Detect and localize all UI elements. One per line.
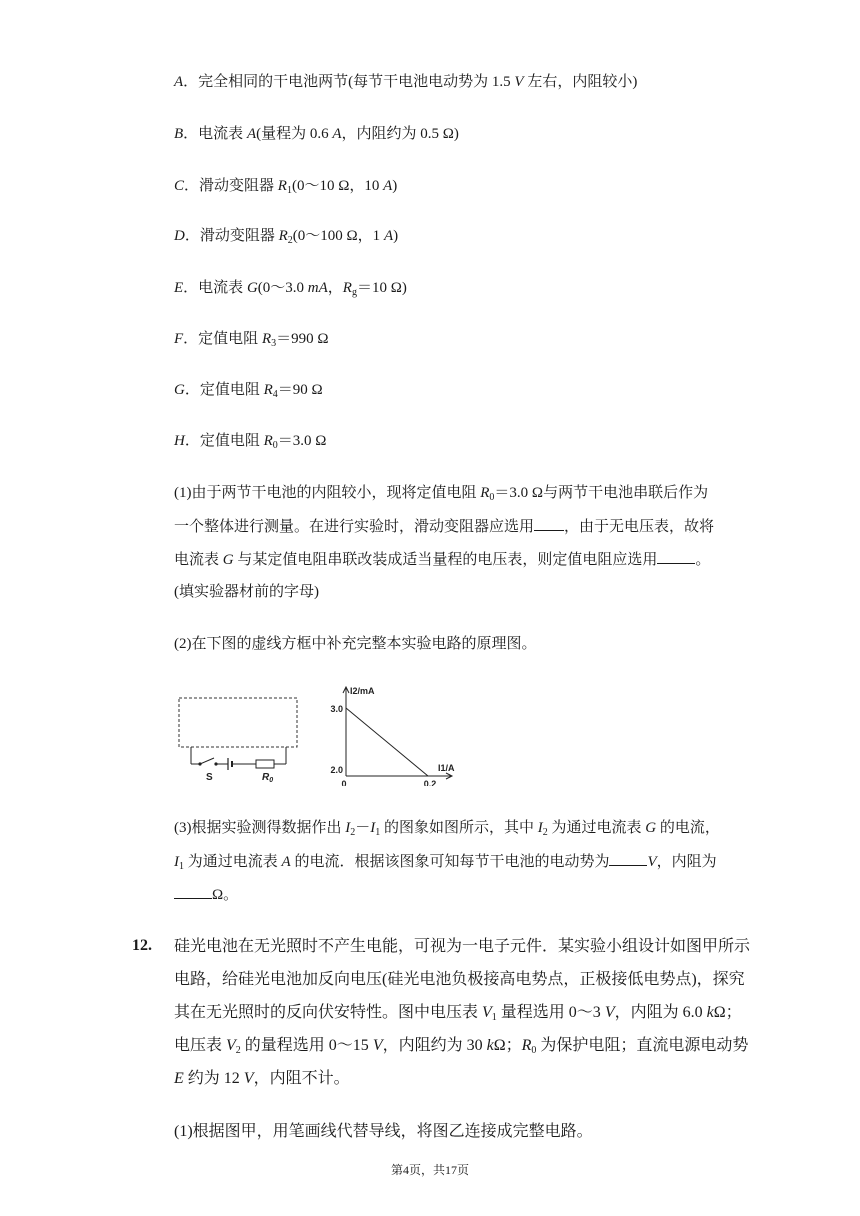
q11-part1-line1: (1)由于两节干电池的内阻较小，现将定值电阻 $R_0=3.0$ Ω与两节干电池串联后作为 — [174, 485, 709, 503]
option-f: F．定值电阻 $R_3=990$ Ω — [174, 331, 329, 349]
x-tick-label: 0 — [341, 779, 347, 786]
dashed-box — [179, 698, 297, 747]
data-line — [346, 708, 428, 776]
resistor-label: $R_0$ — [262, 772, 274, 784]
q11-part3-line2: $I_1$ 为通过电流表 A 的电流．根据该图象可知每节干电池的电动势为 V，内阻为 — [174, 851, 717, 872]
q12-number: 12. — [132, 937, 152, 954]
q12-part1: (1)根据图甲，用笔画线代替导线，将图乙连接成完整电路。 — [174, 1123, 593, 1140]
y-tick-label: 3.0 — [330, 704, 343, 714]
q11-part3-line1: (3)根据实验测得数据作出 $I_2-I_1$ 的图象如图所示，其中 $I_2$ 为通过电流表 G 的电流， — [174, 820, 720, 838]
y-axis-label: I2/mA — [350, 686, 375, 696]
option-a: A．完全相同的干电池两节(每节干电池电动势为 1.5 V 左右，内阻较小) — [174, 74, 638, 90]
q11-part1-line2: 一个整体进行测量。在进行实验时，滑动变阻器应选用 ，由于无电压表，故将 — [174, 516, 714, 537]
option-c: C．滑动变阻器 $R_1(0\sim 10$ Ω，10 A) — [174, 178, 398, 196]
q12-line3: 其在无光照时的反向伏安特性。图中电压表 $V_1$ 量程选用 0～3 V，内阻为 6.0 kΩ； — [174, 1004, 742, 1023]
resistor-icon — [256, 760, 274, 768]
option-b: B．电流表 A(量程为 0.6 A，内阻约为 0.5 Ω) — [174, 126, 459, 142]
q12-line5: E 约为 12 V，内阻不计。 — [174, 1070, 350, 1087]
page-footer: 第4页，共17页 — [390, 1163, 469, 1177]
option-d: D．滑动变阻器 $R_2(0\sim 100$ Ω，1 A) — [174, 228, 399, 246]
switch-label: S — [206, 772, 213, 783]
circuit-diagram — [176, 692, 300, 786]
x-axis-label: I1/A — [438, 763, 455, 773]
option-e: E．电流表 G(0～3.0 mA，$R_g=10$ Ω) — [174, 280, 407, 298]
option-g: G．定值电阻 $R_4=90$ Ω — [174, 382, 323, 400]
q12-line4: 电压表 $V_2$ 的量程选用 0～15 V，内阻约为 30 kΩ；$R_0$ 为保护电阻；直流电源电动势 — [174, 1037, 749, 1056]
option-h: H．定值电阻 $R_0=3.0$ Ω — [174, 433, 327, 451]
q11-part1-line4: (填实验器材前的字母) — [174, 584, 319, 600]
q12-line2: 电路，给硅光电池加反向电压(硅光电池负极接高电势点，正极接低电势点)，探究 — [174, 971, 745, 988]
q11-part2: (2)在下图的虚线方框中补充完整本实验电路的原理图。 — [174, 636, 537, 652]
i2-i1-graph — [322, 682, 472, 786]
q11-part3-line3: Ω。 — [174, 884, 238, 905]
q12-line1: 硅光电池在无光照时不产生电能，可视为一电子元件．某实验小组设计如图甲所示 — [174, 938, 751, 955]
y-tick-label: 2.0 — [330, 765, 343, 775]
q11-part1-line3: 电流表 G 与某定值电阻串联改装成适当量程的电压表，则定值电阻应选用 。 — [174, 549, 710, 570]
x-tick-label: 0.2 — [423, 779, 437, 786]
